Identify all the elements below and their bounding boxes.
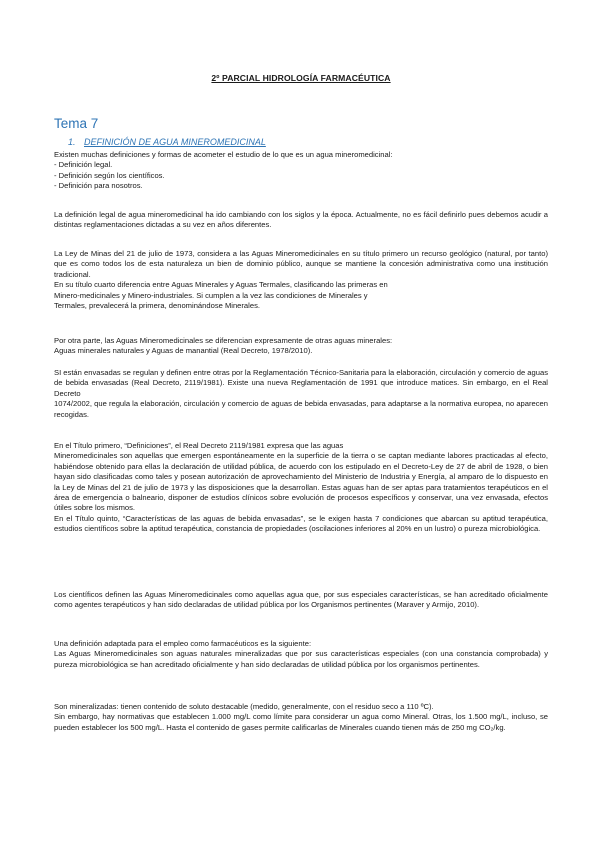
text-line: En el Título primero, “Definiciones”, el Real Decreto 2119/1981 expresa que las aguas <box>54 441 344 450</box>
section-title: DEFINICIÓN DE AGUA MINEROMEDICINAL <box>84 137 266 147</box>
paragraph-text: La Ley de Minas del 21 de julio de 1973, considera a las Aguas Mineromedicinales en su título primero un recurso geológico (natural, por tanto) que es como todos los de esta naturaleza un bien de dominio público, aunque se mantiene la concesión administrativa como una institución tradicional. <box>54 249 548 279</box>
text-line: Minero-medicinales y Minero-industriales. Si cumplen a la vez las condiciones de Minerales y <box>54 290 368 300</box>
text-line: Existen muchas definiciones y formas de acometer el estudio de lo que es un agua mineromedicinal: <box>54 150 393 159</box>
list-item: - Definición para nosotros. <box>54 181 143 191</box>
text-line: En su título cuarto diferencia entre Aguas Minerales y Aguas Termales, clasificando las primeras en <box>54 280 388 290</box>
text-line: Termales, prevalecerá la primera, denominándose Minerales. <box>54 301 260 311</box>
pharmaceutical-definition-paragraph <box>54 639 548 670</box>
text-line: Son mineralizadas: tienen contenido de soluto destacable (medido, generalmente, con el residuo seco a 110 ºC). <box>54 702 434 711</box>
mineralized-paragraph <box>54 702 548 733</box>
legal-definition-paragraph <box>54 210 548 231</box>
text-line: Una definición adaptada para el empleo como farmacéuticos es la siguiente: <box>54 639 312 648</box>
paragraph-text: En el Título quinto, “Características de las aguas de bebida envasadas”, se le exigen hasta 7 condiciones que abarcan su aptitud terapéutica, estudios científicos sobre la aptitud terapéutica, constancia de propiedades (oscilaciones inferiores al 20% en un lustro) o pureza microbiológica. <box>54 513 548 534</box>
paragraph-text: Mineromedicinales son aquellas que emergen espontáneamente en la superficie de la tierra o se captan mediante labores practicadas al efecto, habiéndose obtenido para ellas la declaración de utilidad pública, de acuerdo con los estipulado en el Decreto-Ley de 27 de abril de 1928, o bien hayan sido clasificadas como tales y posean autorización de aprovechamiento del Ministerio de Industria y Energía, al amparo de lo dispuesto en la Ley de Minas del 21 de julio de 1973 y las disposiciones que la desarrollan. Estas aguas han de ser aptas para tratamientos terapéuticos en el área de emergencia o balneario, disponer de estudios clínicos sobre evolución de procesos específicos y conservar, una vez envasada, efectos útiles sobre los mismos. <box>54 451 548 513</box>
section-heading <box>68 137 266 147</box>
ley-minas-paragraph <box>54 249 548 311</box>
document-title: 2º PARCIAL HIDROLOGÍA FARMACÉUTICA <box>211 73 391 83</box>
list-item: - Definición legal. <box>54 160 113 170</box>
bottled-water-paragraph <box>54 368 548 420</box>
text-line: Por otra parte, las Aguas Mineromedicinales se diferencian expresamente de otras aguas minerales: <box>54 336 393 345</box>
section-number: 1. <box>68 137 76 147</box>
paragraph-text: Sin embargo, hay normativas que establecen 1.000 mg/L como límite para considerar un agua como Mineral. Otras, los 1.500 mg/L, incluso, se pueden establecer los 500 mg/L. Hasta el contenido de gases permite calificarlas de Minerales cuando tienen más de 250 mg CO₂/kg. <box>54 712 548 732</box>
paragraph-text: La definición legal de agua mineromedicinal ha ido cambiando con los siglos y la época. Actualmente, no es fácil definirlo pues debemos acudir a distintas reglamentaciones dictadas a su vez en años diferentes. <box>54 210 548 230</box>
paragraph-text: SI están envasadas se regulan y definen entre otras por la Reglamentación Técnico-Sanitaria para la elaboración, circulación y comercio de aguas de bebida envasadas (Real Decreto, 2119/1981). Existe una nueva Reglamentación de 1991 que introduce matices. Sin embargo, en el Real Decreto <box>54 368 548 398</box>
topic-heading: Tema 7 <box>54 116 99 131</box>
paragraph-text: 1074/2002, que regula la elaboración, circulación y comercio de aguas de bebida envasadas, para adaptarse a la normativa europea, no aparecen recogidas. <box>54 399 548 419</box>
real-decreto-paragraph <box>54 441 548 535</box>
paragraph-text: Las Aguas Mineromedicinales son aguas naturales mineralizadas que por sus características especiales (con una constancia comprobada) y pureza microbiológica se han acreditado oficialmente y han sido declaradas de utilidad pública por los organismos pertinentes. <box>54 649 548 669</box>
paragraph-text: Los científicos definen las Aguas Mineromedicinales como aquellas agua que, por sus especiales características, se han acreditado oficialmente como agentes terapéuticos y han sido declaradas de utilidad pública por los Organismos pertinentes (Maraver y Armijo, 2010). <box>54 590 548 610</box>
scientific-definition-paragraph <box>54 590 548 611</box>
intro-paragraph <box>54 150 548 192</box>
other-waters-paragraph <box>54 336 548 357</box>
list-item: - Definición según los científicos. <box>54 170 165 180</box>
text-line: Aguas minerales naturales y Aguas de manantial (Real Decreto, 1978/2010). <box>54 346 313 356</box>
